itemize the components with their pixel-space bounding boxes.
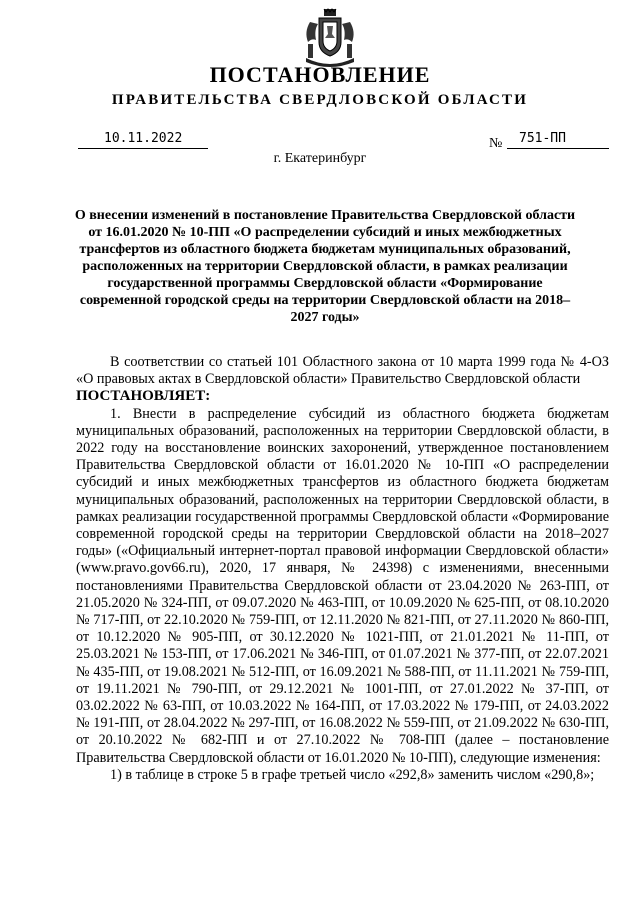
paragraph-1: 1. Внести в распределение субсидий из областного бюджета бюджетам муниципальных образований, расположенных на территории Свердловской области, в 2022 году на восстановление воинских захоронений, утвержденное постановлением Правительства Свердловской области от 16.01.2020 № 10-ПП «О распределении субсидий и иных межбюджетных трансфертов из областного бюджета бюджетам муниципальных образований, расположенных на территории Свердловской области, в рамках реализации государственной программы Свердловской области «Формирование современной городской среды на территории Свердловской области на 2018–2027 годы» («Официальный интернет-портал правовой информации Свердловской области» (www.pravo.gov66.ru), 2020, 17 января, № 24398) с изменениями, внесенными постановлениями Правительства Свердловской области от 23.04.2020 № 263-ПП, от 21.05.2020 № 324-ПП, от 09.07.2020 № 463-ПП, от 10.09.2020 № 625-ПП, от 08.10.2020 № 717-ПП, от 22.10.2020 № 759-ПП, от 12.11.2020 № 821-ПП, от 27.11.2020 № 860-ПП, от 10.12.2020 № 905-ПП, от 30.12.2020 № 1021-ПП, от 21.01.2021 № 11-ПП, от 25.03.2021 № 153-ПП, от 17.06.2021 № 346-ПП, от 01.07.2021 № 377-ПП, от 22.07.2021 № 435-ПП, от 19.08.2021 № 512-ПП, от 16.09.2021 № 588-ПП, от 11.11.2021 № 759-ПП, от 19.11.2021 № 790-ПП, от 29.12.2021 № 1001-ПП, от 27.01.2022 № 37-ПП, от 03.02.2022 № 63-ПП, от 10.03.2022 № 164-ПП, от 17.03.2022 № 179-ПП, от 24.03.2022 № 191-ПП, от 28.04.2022 № 297-ПП, от 16.08.2022 № 559-ПП, от 21.09.2022 № 630-ПП, от 20.10.2022 № 682-ПП и от 27.10.2022 № 708-ПП (далее – постановление Правительства Свердловской области от 16.01.2020 № 10-ПП), следующие изменения:	[76, 405, 609, 766]
number-label: №	[489, 136, 503, 151]
document-body	[76, 354, 609, 784]
decree-word: ПОСТАНОВЛЯЕТ:	[76, 388, 211, 405]
document-number: 751-ПП	[507, 131, 609, 149]
document-subtitle: ПРАВИТЕЛЬСТВА СВЕРДЛОВСКОЙ ОБЛАСТИ	[111, 92, 529, 108]
document-heading: О внесении изменений в постановление Правительства Свердловской области от 16.01.2020 № 10-ПП «О распределении субсидий и иных межбюджетных трансфертов из областного бюджета бюджетам муниципальных образований, расположенных на территории Свердловской области, в рамках реализации государственной программы Свердловской области «Формирование современной городской среды на территории Свердловской области на 2018–2027 годы»	[74, 208, 576, 325]
document-date: 10.11.2022	[78, 131, 208, 149]
preamble-paragraph: В соответствии со статьей 101 Областного закона от 10 марта 1999 года № 4-ОЗ «О правовых актах в Свердловской области» Правительство Свердловской области	[76, 354, 609, 388]
coat-of-arms-emblem	[302, 8, 358, 68]
item-1: 1) в таблице в строке 5 в графе третьей число «292,8» заменить числом «290,8»;	[110, 766, 595, 783]
document-city: г. Екатеринбург	[273, 151, 367, 166]
document-title: ПОСТАНОВЛЕНИЕ	[209, 62, 431, 87]
